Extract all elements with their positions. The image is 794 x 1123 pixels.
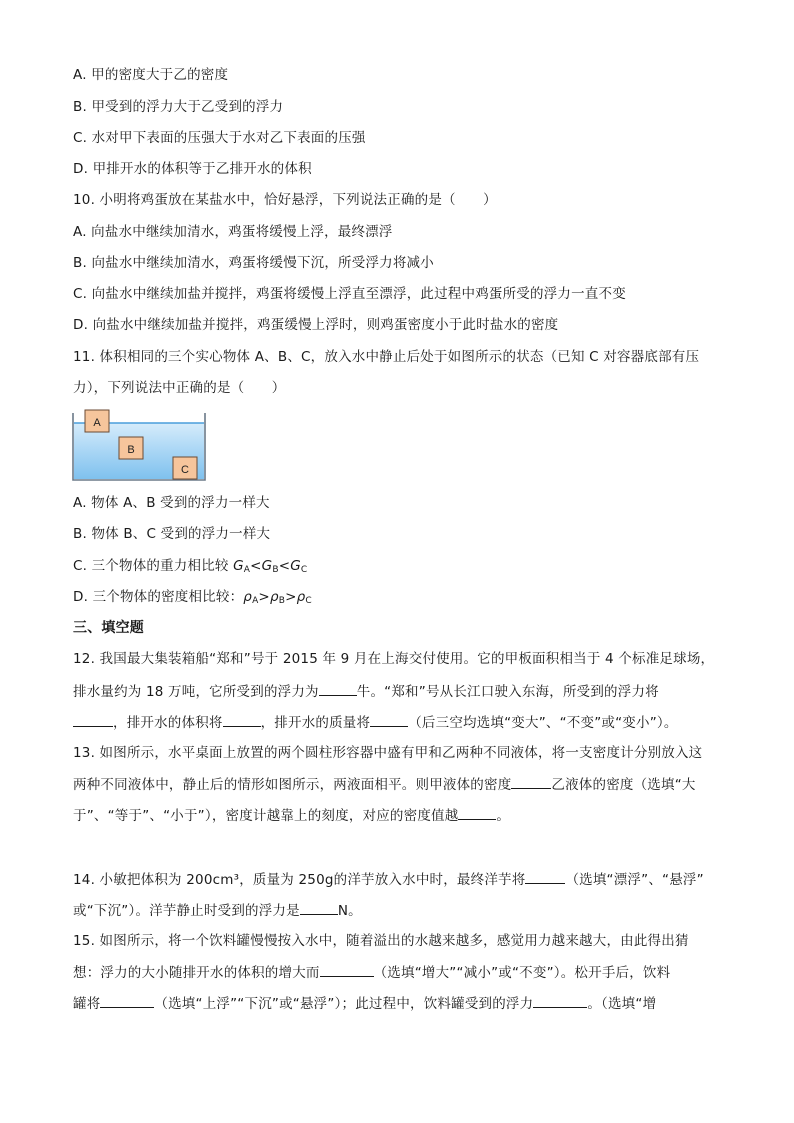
q9-option-b: B. 甲受到的浮力大于乙受到的浮力: [73, 99, 284, 115]
section-title: 三、填空题: [73, 620, 144, 636]
answer-blank[interactable]: [100, 994, 154, 1008]
q9-option-a: A. 甲的密度大于乙的密度: [73, 67, 229, 83]
q10-option-d: D. 向盐水中继续加盐并搅拌，鸡蛋缓慢上浮时，则鸡蛋密度小于此时盐水的密度: [73, 317, 559, 333]
q11-option-c: C. 三个物体的重力相比较 $G_A<G_B<G_C$: [73, 558, 308, 575]
q9-option-d: D. 甲排开水的体积等于乙排开水的体积: [73, 161, 312, 177]
answer-blank[interactable]: [223, 713, 261, 727]
answer-blank[interactable]: [533, 994, 587, 1008]
q11-stem-line2: 力），下列说法中正确的是（ ）: [73, 380, 286, 396]
q12-line2: 排水量约为 18 万吨，它所受到的浮力为 牛。“郑和”号从长江口驶入东海，所受到的浮力将: [73, 684, 659, 700]
answer-blank[interactable]: [511, 775, 551, 789]
q12-line1: 12. 我国最大集装箱船“郑和”号于 2015 年 9 月在上海交付使用。它的甲板面积相当于 4 个标准足球场，: [73, 651, 715, 667]
q11-option-d-prefix: D. 三个物体的密度相比较：: [73, 589, 244, 605]
q10-stem: 10. 小明将鸡蛋放在某盐水中，恰好悬浮，下列说法正确的是（ ）: [73, 192, 497, 208]
block-b-label: B: [127, 444, 135, 456]
answer-blank[interactable]: [73, 713, 113, 727]
q11-option-b: B. 物体 B、C 受到的浮力一样大: [73, 526, 271, 542]
q14-line2: 或“下沉”）。洋芋静止时受到的浮力是 N。: [73, 903, 362, 919]
q11-option-a: A. 物体 A、B 受到的浮力一样大: [73, 495, 270, 511]
water-container-diagram: [70, 409, 210, 483]
q15-line3: 罐将 （选填“上浮”“下沉”或“悬浮”）；此过程中，饮料罐受到的浮力 。（选填“增: [73, 996, 657, 1012]
answer-blank[interactable]: [320, 963, 374, 977]
q11-stem-line1: 11. 体积相同的三个实心物体 A、B、C，放入水中静止后处于如图所示的状态（已知 C 对容器底部有压: [73, 349, 700, 365]
q13-line1: 13. 如图所示，水平桌面上放置的两个圆柱形容器中盛有甲和乙两种不同液体，将一支密度计分别放入这: [73, 745, 703, 761]
q11-figure: [70, 409, 210, 483]
q13-line3: 于”、“等于”、“小于”），密度计越靠上的刻度，对应的密度值越 。: [73, 808, 511, 824]
answer-blank[interactable]: [370, 713, 408, 727]
q11-option-c-prefix: C. 三个物体的重力相比较: [73, 558, 234, 574]
answer-blank[interactable]: [458, 806, 496, 820]
q13-line2: 两种不同液体中，静止后的情形如图所示，两液面相平。则甲液体的密度 乙液体的密度（选填“大: [73, 777, 696, 793]
block-a-label: A: [93, 417, 101, 429]
q14-line1: 14. 小敏把体积为 200cm³，质量为 250g的洋芋放入水中时，最终洋芋将 （选填“漂浮”、“悬浮”: [73, 872, 704, 888]
q15-line1: 15. 如图所示，将一个饮料罐慢慢按入水中，随着溢出的水越来越多，感觉用力越来越大，由此得出猜: [73, 933, 689, 949]
q10-option-a: A. 向盐水中继续加清水，鸡蛋将缓慢上浮，最终漂浮: [73, 224, 393, 240]
answer-blank[interactable]: [319, 682, 357, 696]
q11-option-d: D. 三个物体的密度相比较：$\rho_A>\rho_B>\rho_C$: [73, 589, 312, 606]
answer-blank[interactable]: [525, 870, 565, 884]
q10-option-b: B. 向盐水中继续加清水，鸡蛋将缓慢下沉，所受浮力将减小: [73, 255, 434, 271]
block-c-label: C: [181, 464, 189, 476]
q12-line3: ，排开水的体积将 ，排开水的质量将 （后三空均选填“变大”、“不变”或“变小”）。: [73, 713, 678, 732]
answer-blank[interactable]: [300, 901, 338, 915]
q15-line2: 想：浮力的大小随排开水的体积的增大而 （选填“增大”“减小”或“不变”）。松开手后，饮料: [73, 965, 671, 981]
q9-option-c: C. 水对甲下表面的压强大于水对乙下表面的压强: [73, 130, 366, 146]
q10-option-c: C. 向盐水中继续加盐并搅拌，鸡蛋将缓慢上浮直至漂浮，此过程中鸡蛋所受的浮力一直不变: [73, 286, 626, 302]
